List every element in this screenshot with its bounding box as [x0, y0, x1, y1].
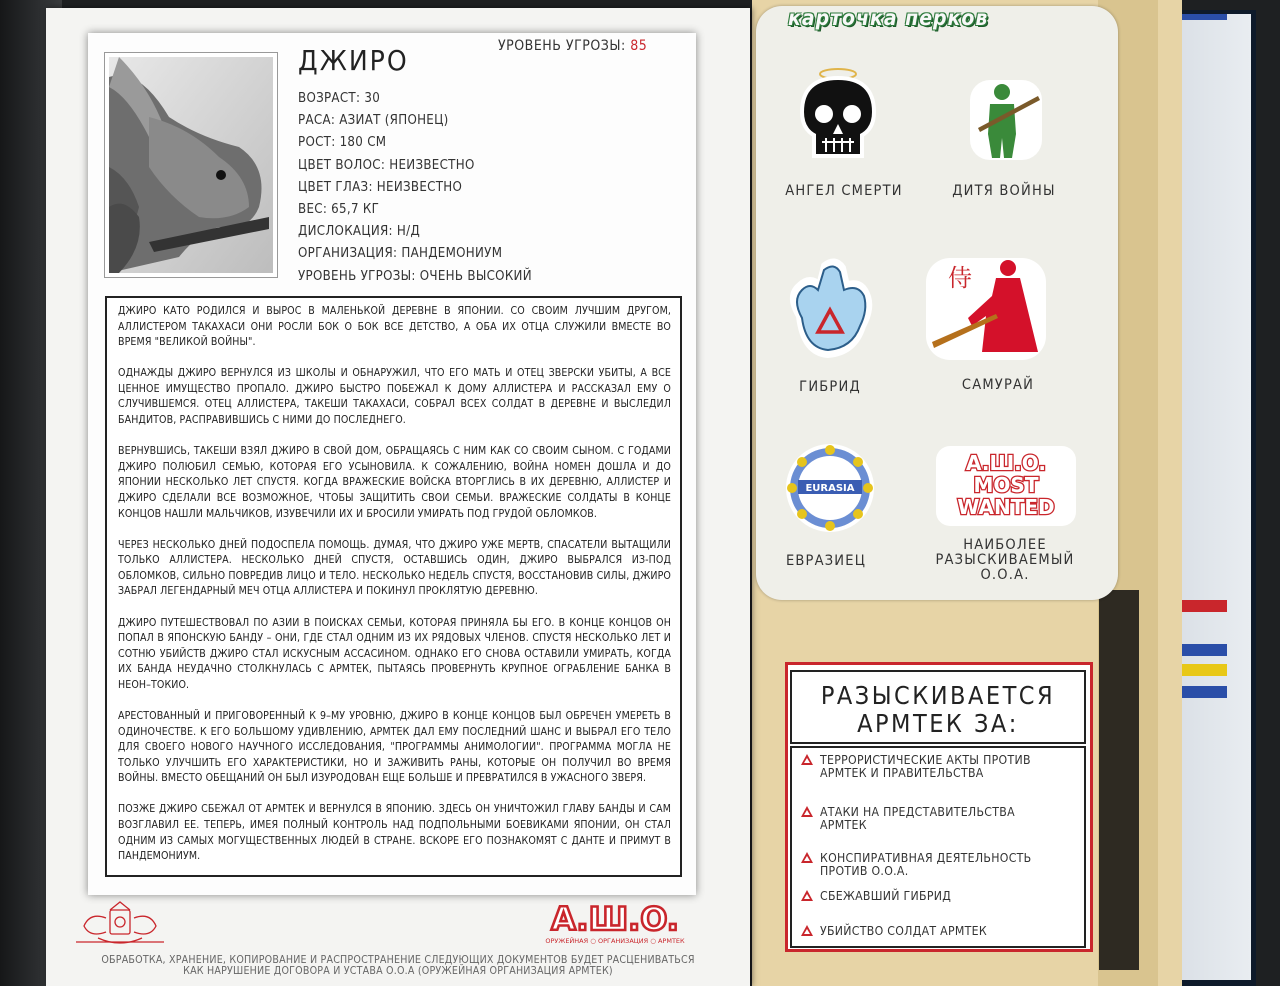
bio-paragraph: ВЕРНУВШИСЬ, ТАКЕШИ ВЗЯЛ ДЖИРО В СВОЙ ДОМ, ОБРАЩАЯСЬ С НИМ КАК СО СВОИМ СЫНОМ. С ГОДАМИ ДЖИРО ПОЛЮБИЛ СЕМЬЮ, КОТОРАЯ ЕГО УСЫНОВИЛА. К СОЖАЛЕНИЮ, ВОЙНА НОМЕН ДОШЛА И ДО ЯПОНИИ НЕСКОЛЬКО ЛЕТ СПУСТЯ. КОГДА ВРАЖЕСКИЕ ВОЙСКА ВТОРГЛИСЬ В ИХ ДЕРЕВНЮ, АЛЛИСТЕР И ДЖИРО СДЕЛАЛИ ВСЕ ВОЗМОЖНОЕ, ЧТОБЫ ЗАЩИТИТЬ СВОИ СЕМЬИ. ВРАЖЕСКИЕ СОЛДАТЫ В КОНЦЕ КОНЦОВ НАШЛИ МАЛЬЧИКОВ, ИЗУВЕЧИЛИ ИХ И БРОСИЛИ УМИРАТЬ ПОД ГРУДОЙ ОБЛОМКОВ. [118, 445, 671, 520]
wanted-item-line: ТЕРРОРИСТИЧЕСКИЕ АКТЫ ПРОТИВ [820, 753, 1031, 767]
subject-attributes [298, 88, 532, 288]
bio-paragraph: АРЕСТОВАННЫЙ И ПРИГОВОРЕННЫЙ К 9–МУ УРОВНЮ, ДЖИРО В КОНЦЕ КОНЦОВ БЫЛ ОБРЕЧЕН УМЕРЕТЬ В ОДИНОЧЕСТВЕ. К ЕГО БОЛЬШОМУ УДИВЛЕНИЮ, АРМТЕК ДАЛ ЕМУ ПОСЛЕДНИЙ ШАНС И ВЫБРАЛ ЕГО ТЕЛО ДЛЯ СВОЕГО НОВОГО НАУЧНОГО ИССЛЕДОВАНИЯ, "ПРОГРАММЫ АНИМОЛОГИИ". ПРОГРАММА МОГЛА НЕ ТОЛЬКО УЛУЧШИТЬ ЕГО ХАРАКТЕРИСТИКИ, НО И ЗАЖИВИТЬ РАНЫ, КОТОРЫЕ ОН ПОЛУЧИЛ ВО ВРЕМЯ ВОЙНЫ. ВМЕСТО ОБЕЩАНИЙ ОН БЫЛ ИЗУРОДОВАН ЕЩЕ БОЛЬШЕ И ПРЕВРАТИЛСЯ В УЖАСНОГО ЗВЕРЯ. [118, 709, 671, 785]
awo-logo-icon [530, 900, 700, 946]
threat-value: 85 [630, 38, 648, 54]
footer-line: ОБРАБОТКА, ХРАНЕНИЕ, КОПИРОВАНИЕ И РАСПРОСТРАНЕНИЕ СЛЕДУЮЩИХ ДОКУМЕНТОВ БУДЕТ РАСЦЕНИВАТЬСЯ [101, 954, 695, 966]
attribute: ВЕС: 65,7 КГ [298, 202, 380, 218]
wanted-item-line: ПРОТИВ О.О.А. [820, 863, 909, 878]
eurasia-badge-icon [782, 442, 878, 534]
wanted-item [820, 890, 951, 903]
perk-label: САМУРАЙ [961, 377, 1035, 393]
warning-triangle-icon [801, 890, 813, 901]
perk-label-line: О.О.А. [980, 567, 1030, 583]
skull-halo-icon [796, 64, 880, 164]
subject-name: ДЖИРО [298, 44, 409, 77]
perk-label: АНГЕЛ СМЕРТИ [785, 183, 903, 199]
perk-label: ГИБРИД [799, 379, 861, 395]
bio-paragraph: ПОЗЖЕ ДЖИРО СБЕЖАЛ ОТ АРМТЕК И ВЕРНУЛСЯ В ЯПОНИЮ. ЗДЕСЬ ОН УНИЧТОЖИЛ ГЛАВУ БАНДЫ И САМ ВОЗГЛАВИЛ ЕЕ. ТЕПЕРЬ, ИМЕЯ ПОЛНЫЙ КОНТРОЛЬ НАД ПОДПОЛЬНЫМИ БОЕВИКАМИ ЯПОНИИ, ОН СТАЛ ОДНИМ ИЗ САМЫХ МОГУЩЕСТВЕННЫХ ЛЮДЕЙ В СТРАНЕ. ВСКОРЕ ЕГО ПОЗНАКОМЯТ С ДАНТЕ И ПРИМУТ В ПАНДЕМОНИУМ. [118, 803, 671, 863]
svg-text:ОРУЖЕЙНАЯ ○ ОРГАНИЗАЦИЯ ○ АРМТ: ОРУЖЕЙНАЯ ○ ОРГАНИЗАЦИЯ ○ АРМТЕК [545, 937, 685, 945]
wanted-item [820, 806, 1015, 831]
crest-emblem-icon [70, 898, 170, 950]
wanted-title-line: АРМТЕК ЗА: [857, 709, 1019, 738]
bio-paragraph: ОДНАЖДЫ ДЖИРО ВЕРНУЛСЯ ИЗ ШКОЛЫ И ОБНАРУЖИЛ, ЧТО ЕГО МАТЬ И ОТЕЦ ЗВЕРСКИ УБИТЫ, А ВСЕ ЦЕННОЕ ИМУЩЕСТВО ПРОПАЛО. ДЖИРО БЫСТРО ПОБЕЖАЛ К ДОМУ АЛЛИСТЕРА И РАССКАЗАЛ ЕМУ О СЛУЧИВШЕМСЯ. ОТЕЦ АЛЛИСТЕРА, ТАКЕШИ ТАКАХАСИ, СОБРАЛ ВСЕХ СОЛДАТ В ДЕРЕВНЕ И ВЫСЛЕДИЛ БАНДИТОВ, РАСПРАВИВШИСЬ С НИМИ ДО ПОСЛЕДНЕГО. [118, 367, 671, 427]
threat-level [498, 38, 647, 54]
footer-line: КАК НАРУШЕНИЕ ДОГОВОРА И УСТАВА О.О.А (ОРУЖЕЙНАЯ ОРГАНИЗАЦИЯ АРМТЕК) [183, 965, 613, 977]
samurai-icon [926, 256, 1046, 362]
svg-text:侍: 侍 [948, 264, 972, 292]
legal-footer [46, 955, 750, 977]
warning-triangle-icon [801, 852, 813, 863]
perk-label: ДИТЯ ВОЙНЫ [952, 183, 1056, 199]
wanted-item-line: АРМТЕК [820, 817, 867, 832]
folder-divider [1099, 590, 1139, 970]
wanted-title [790, 670, 1086, 744]
warning-triangle-icon [801, 806, 813, 817]
subject-photo [104, 52, 278, 278]
wanted-item [820, 925, 987, 938]
attribute: ДИСЛОКАЦИЯ: Н/Д [298, 224, 421, 240]
perk-label-line: НАИБОЛЕЕ [963, 537, 1047, 553]
attribute: ОРГАНИЗАЦИЯ: ПАНДЕМОНИУМ [298, 246, 503, 262]
paw-icon [780, 256, 880, 360]
svg-text:MOST: MOST [973, 473, 1039, 497]
biography-box [105, 296, 682, 877]
svg-text:A.Ш.O.: A.Ш.O. [551, 900, 679, 938]
bio-paragraph: ДЖИРО ПУТЕШЕСТВОВАЛ ПО АЗИИ В ПОИСКАХ СЕМЬИ, КОТОРАЯ ПРИНЯЛА БЫ ЕГО. В КОНЦЕ КОНЦОВ ОН ПОПАЛ В ЯПОНСКУЮ БАНДУ – ОНИ, ГДЕ СТАЛ ОДНИМ ИЗ ИХ РЯДОВЫХ ЧЛЕНОВ. СПУСТЯ НЕСКОЛЬКО ЛЕТ И СОТНЮ УБИЙСТВ ДЖИРО СТАЛ ИСКУСНЫМ АССАСИНОМ. ОДНАКО ЕГО СНОВА ОСТАВИЛИ УМИРАТЬ, КОГДА ИХ БАНДА НЕУДАЧНО СТОЛКНУЛАСЬ С АРМТЕК, ПЫТАЯСЬ ПРОВЕРНУТЬ КРУПНОЕ ОГРАБЛЕНИЕ БАНКА В НЕОН–ТОКИО. [118, 616, 671, 691]
attribute: РОСТ: 180 СМ [298, 135, 387, 151]
warning-triangle-icon [801, 754, 813, 765]
wanted-item-line: КОНСПИРАТИВНАЯ ДЕЯТЕЛЬНОСТЬ [820, 851, 1032, 865]
attribute: РАСА: АЗИАТ (ЯПОНЕЦ) [298, 113, 449, 129]
most-wanted-icon [936, 446, 1076, 526]
attribute: ВОЗРАСТ: 30 [298, 91, 381, 106]
bio-paragraph: ДЖИРО КАТО РОДИЛСЯ И ВЫРОС В МАЛЕНЬКОЙ ДЕРЕВНЕ В ЯПОНИИ. СО СВОИМ ЛУЧШИМ ДРУГОМ, АЛЛИСТЕРОМ ТАКАХАСИ ОНИ РОСЛИ БОК О БОК ВСЕ ДЕТСТВО, А ОБА ИХ ОТЦА СЛУЖИЛИ ВМЕСТЕ ВО ВРЕМЯ "ВЕЛИКОЙ ВОЙНЫ". [118, 305, 671, 349]
rabbit-portrait-icon [109, 57, 273, 273]
attribute: ЦВЕТ ВОЛОС: НЕИЗВЕСТНО [298, 157, 475, 173]
attribute: УРОВЕНЬ УГРОЗЫ: ОЧЕНЬ ВЫСОКИЙ [298, 268, 532, 284]
wanted-item-line: СБЕЖАВШИЙ ГИБРИД [820, 889, 952, 903]
svg-text:WANTED: WANTED [957, 495, 1055, 519]
svg-text:EURASIA: EURASIA [805, 483, 855, 494]
bio-paragraph: ЧЕРЕЗ НЕСКОЛЬКО ДНЕЙ ПОДОСПЕЛА ПОМОЩЬ. ДУМАЯ, ЧТО ДЖИРО УЖЕ МЕРТВ, СПАСАТЕЛИ ВЫТАЩИЛИ ТОЛЬКО АЛЛИСТЕРА. НЕСКОЛЬКО ДНЕЙ СПУСТЯ, ОСТАВШИСЬ ОДИН, ДЖИРО ВЫБРАЛСЯ ИЗ-ПОД ОБЛОМКОВ, СИЛЬНО ПОВРЕДИВ ЛИЦО И ТЕЛО. НЕСКОЛЬКО НЕДЕЛЬ СПУСТЯ, ВОССТАНОВИВ СИЛЫ, ДЖИРО ЗАБРАЛ ЛЕГЕНДАРНЫЙ МЕЧ ОТЦА АЛЛИСТЕРА И ПОКИНУЛ ПРОКЛЯТУЮ ДЕРЕВНЮ. [118, 538, 671, 598]
wanted-item-line: УБИЙСТВО СОЛДАТ АРМТЕК [820, 924, 987, 938]
perk-label: ЕВРАЗИЕЦ [785, 553, 867, 569]
attribute: ЦВЕТ ГЛАЗ: НЕИЗВЕСТНО [298, 179, 463, 195]
perk-card-title: карточка перков [788, 6, 989, 30]
soldier-rifle-icon [968, 78, 1044, 162]
warning-triangle-icon [801, 925, 813, 936]
threat-label: УРОВЕНЬ УГРОЗЫ: [498, 38, 626, 54]
perk-label-line: РАЗЫСКИВАЕМЫЙ [935, 552, 1075, 568]
wanted-item [820, 754, 1031, 779]
wanted-item-line: АТАКИ НА ПРЕДСТАВИТЕЛЬСТВА [820, 805, 1015, 819]
wanted-item-line: АРМТЕК И ПРАВИТЕЛЬСТВА [820, 765, 984, 780]
svg-text:A.Ш.O.: A.Ш.O. [966, 451, 1046, 475]
wanted-item [820, 852, 1032, 877]
wanted-title-line: РАЗЫСКИВАЕТСЯ [820, 681, 1056, 710]
perk-label [930, 538, 1080, 583]
